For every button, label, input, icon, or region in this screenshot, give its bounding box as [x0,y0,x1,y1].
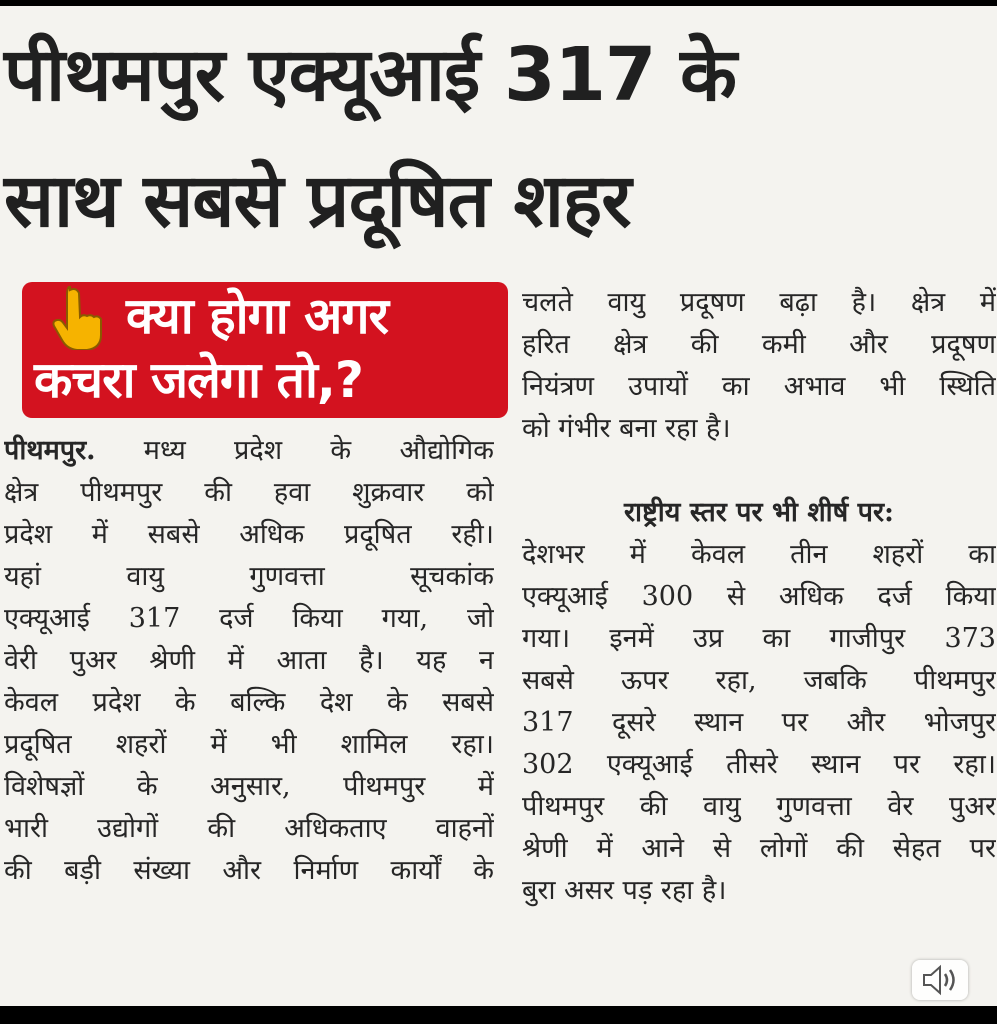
right-bot-line-3: गया। इनमें उप्र का गाजीपुर 373 [522,623,996,654]
dateline: पीथमपुर. [4,435,96,466]
banner-line-1: क्या होगा अगर [126,287,388,345]
left-line-4: यहां वायु गुणवत्ता सूचकांक [4,561,494,592]
left-column [4,430,494,892]
left-line-8: प्रदूषित शहरों में भी शामिल रहा। [4,729,494,760]
right-column-top [522,282,996,450]
right-bot-line-4: सबसे ऊपर रहा, जबकि पीथमपुर [522,665,996,696]
right-top-line-2: हरित क्षेत्र की कमी और प्रदूषण [522,329,996,360]
right-top-line-4: को गंभीर बना रहा है। [522,413,731,444]
headline-line-1: पीथमपुर एक्यूआई 317 के [4,32,737,118]
right-bot-line-9: बुरा असर पड़ रहा है। [522,875,727,906]
headline [4,12,994,264]
left-line-7: केवल प्रदेश के बल्कि देश के सबसे [4,687,494,718]
right-bot-line-8: श्रेणी में आने से लोगों की सेहत पर [522,833,996,864]
left-line-5: एक्यूआई 317 दर्ज किया गया, जो [4,603,494,634]
right-bot-line-5: 317 दूसरे स्थान पर और भोजपुर [522,707,996,738]
overlay-banner [22,282,508,418]
left-line-2: क्षेत्र पीथमपुर की हवा शुक्रवार को [4,477,494,508]
right-bot-line-6: 302 एक्यूआई तीसरे स्थान पर रहा। [522,749,996,780]
left-line-10: भारी उद्योगों की अधिकताए वाहनों [4,813,494,844]
left-line-9: विशेषज्ञों के अनुसार, पीथमपुर में [4,771,494,802]
right-bot-line-1: देशभर में केवल तीन शहरों का [522,539,996,570]
left-line-11: की बड़ी संख्या और निर्माण कार्यों के [4,855,494,886]
right-top-line-1: चलते वायु प्रदूषण बढ़ा है। क्षेत्र में [522,287,996,318]
right-column-bottom [522,492,996,912]
right-bot-line-2: एक्यूआई 300 से अधिक दर्ज किया [522,581,996,612]
left-line-6: वेरी पुअर श्रेणी में आता है। यह न [4,645,494,676]
newspaper-clipping [0,6,997,1006]
left-line-3: प्रदेश में सबसे अधिक प्रदूषित रही। [4,519,494,550]
headline-line-2: साथ सबसे प्रदूषित शहर [4,158,631,244]
banner-line-2: कचरा जलेगा तो,? [34,351,363,409]
speaker-icon[interactable] [912,960,968,1000]
right-bot-line-7: पीथमपुर की वायु गुणवत्ता वेर पुअर [522,791,996,822]
left-line-1: पीथमपुर. मध्य प्रदेश के औद्योगिक [4,435,494,466]
right-top-line-3: नियंत्रण उपायों का अभाव भी स्थिति [522,371,996,402]
subhead: राष्ट्रीय स्तर पर भी शीर्ष पर: [623,497,895,528]
